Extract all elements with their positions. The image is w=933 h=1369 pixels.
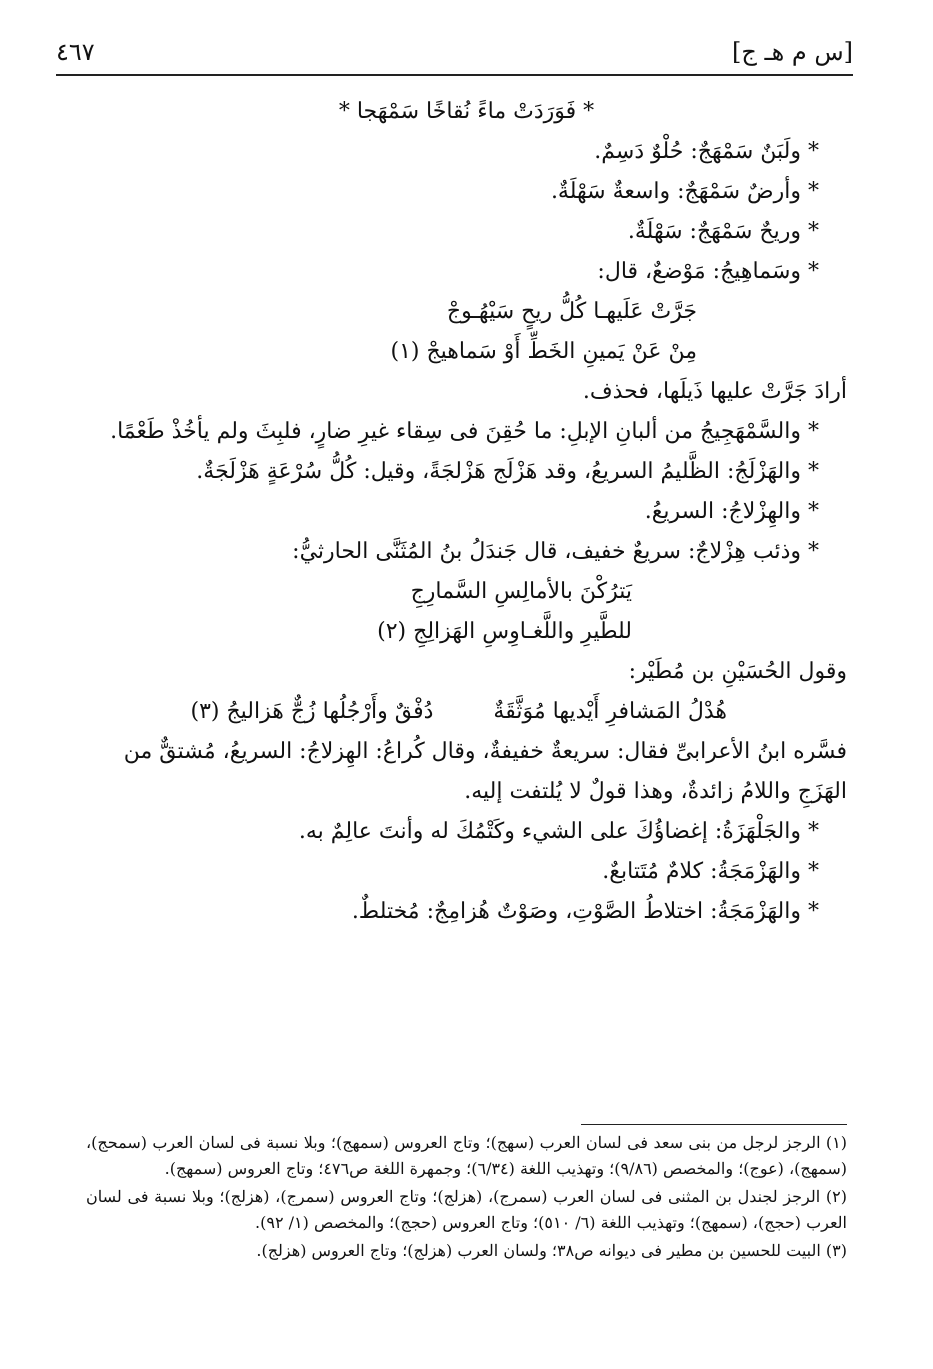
footnote-separator [581,1124,847,1125]
entry-line: * والهَزْمَجَةُ: كلامٌ مُتَتابعٌ. [602,859,819,884]
footnote-3: (٣) البيت للحسين بن مطير فى ديوانه ص٣٨؛ ولسان العرب (هزلج)؛ وتاج العروس (هزلج). [256,1241,847,1260]
verse-line: يَترُكْنَ بالأمالِسِ السَّمارِجِ [410,579,632,604]
verse-couplet [86,692,847,732]
footnote-1: (١) الرجز لرجل من بنى سعد فى لسان العرب (سهج)؛ وتاج العروس (سمهج)؛ وبلا نسبة فى لسان العرب (سمحج)، (سمهج)، (عوج)؛ والمخصص (٩/٨٦)؛ وتهذيب اللغة (٦/٣٤)؛ وجمهرة اللغة ص٤٧٦؛ وتاج العروس (سمهج). [86,1133,847,1178]
footnotes [86,1130,847,1266]
verse-line: جَرَّتْ عَلَيهـا كُلُّ ريحٍ سَيْهُـوجْ [446,299,697,324]
page-number: ٤٦٧ [56,38,95,66]
text-paragraph: فسَّره ابنُ الأعرابىِّ فقال: سريعةٌ خفيفةٌ، وقال كُراعُ: الهِزلاجُ: السريعُ، مُشتقٌّ من الهَزَجِ واللامُ زائدةٌ، وهذا قولٌ لا يُلتفت إليه. [123,739,847,804]
entry-line: * وسَماهِيجُ: مَوْضعٌ، قال: [597,259,819,284]
entry-line: * وأرضٌ سَمْهَجٌ: واسعةٌ سَهْلَةٌ. [550,179,819,204]
second-hemistich: دُفْقٌ وأَرْجُلُها زُجٌّ هَزاليجُ (٣) [190,699,434,724]
section-heading: [س م هـ ج] [732,38,853,66]
entry-line: * والسَّمْهَجِيجُ من ألبانِ الإبلِ: ما حُقِنَ فى سِقاء غيرِ ضارٍ، فلبِثَ ولم يأخُذْ طَعْمًا. [110,419,819,444]
text-line: أرادَ جَرَّتْ عليها ذَيلَها، فحذف. [582,379,847,404]
footnote-2: (٢) الرجز لجندل بن المثنى فى لسان العرب (سمرج)، (هزلج)؛ وتاج العروس (سمرج)، (هزلج)؛ وبلا نسبة فى لسان العرب (حجج)، (سمهج)؛ وتهذيب اللغة (٦/ ٥١٠)؛ وتاج العروس (حجج)؛ والمخصص (١/ ٩٢). [86,1187,847,1232]
verse-line: * فَوَرَدَتْ ماءً نُقاخًا سَمْهَجا * [338,99,595,124]
text-line: وقول الحُسَيْنِ بن مُطَيْر: [628,659,847,684]
entry-line: * والهَزْمَجَةُ: اختلاطُ الصَّوْتِ، وصَوْتٌ هُزامِجٌ: مُختلطٌ. [351,899,819,924]
entry-line: * والهَزْلَجُ: الظَّليمُ السريعُ، وقد هَزْلَج هَزْلجَةً، وقيل: كُلُّ سُرْعَةٍ هَزْلَجَةٌ. [196,459,819,484]
running-header [56,34,853,76]
first-hemistich: هُدْلُ المَشافرِ أَيْديها مُوَثَّقَةٌ [493,699,727,724]
verse-line: مِنْ عَنْ يَمينِ الخَطِّ أَوْ سَماهيجْ (١) [390,339,697,364]
entry-line: * والجَلْهَزَةُ: إغضاؤُكَ على الشيء وكَتْمُكَ له وأنتَ عالِمٌ به. [298,819,819,844]
entry-line: * وريحٌ سَمْهَجٌ: سَهْلَةٌ. [627,219,819,244]
entry-line: * والهِزْلاجُ: السريعُ. [644,499,819,524]
main-text [86,92,847,932]
verse-line: للطَّيرِ واللَّغـاوِسِ الهَزالِجِ (٢) [377,619,632,644]
entry-line: * ولَبَنٌ سَمْهَجٌ: حُلْوٌ دَسِمٌ. [594,139,819,164]
entry-line: * وذئب هِزْلاجٌ: سريعٌ خفيف، قال جَندَلُ بنُ المُثَنَّى الحارثيُّ: [292,539,819,564]
